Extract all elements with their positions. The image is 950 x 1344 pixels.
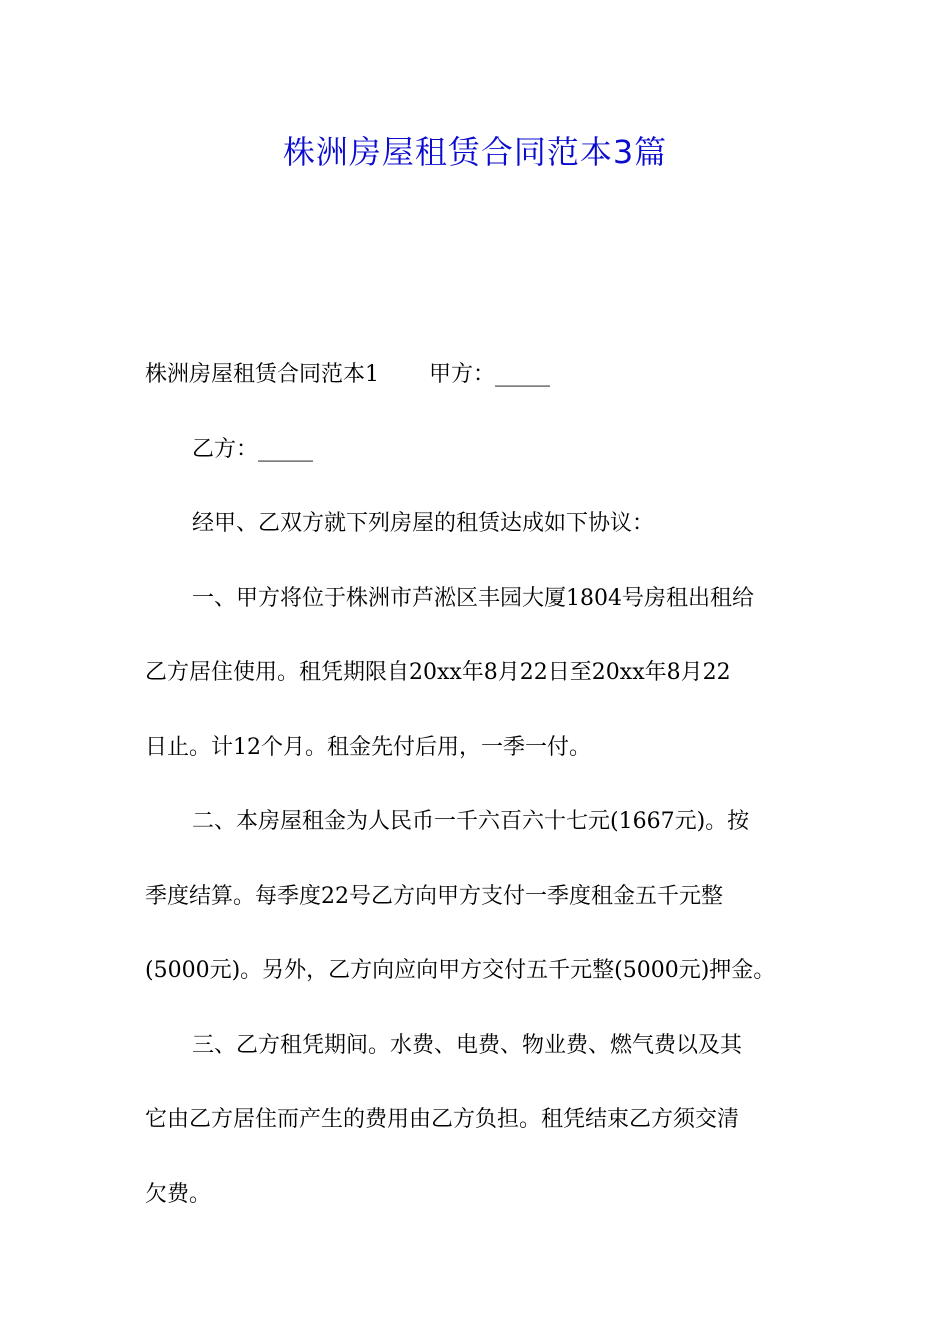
body-line-5: 乙方居住使用。租凭期限自20xx年8月22日至20xx年8月22 — [145, 660, 731, 685]
body-line-12: 欠费。 — [145, 1181, 212, 1207]
body-line-3: 经甲、乙双方就下列房屋的租赁达成如下协议： — [192, 511, 655, 536]
body-line-11: 它由乙方居住而产生的费用由乙方负担。租凭结束乙方须交清 — [145, 1107, 740, 1132]
document-title: 株洲房屋租赁合同范本3篇 — [282, 133, 668, 171]
body-line-10: 三、乙方租凭期间。水费、电费、物业费、燃气费以及其 — [192, 1032, 743, 1058]
body-line-2: 乙方：_____ — [192, 436, 314, 462]
body-line-1 — [145, 338, 817, 413]
party-a-field: 甲方：_____ — [429, 362, 551, 387]
contract-heading: 株洲房屋租赁合同范本1 — [145, 362, 379, 387]
body-line-4: 一、甲方将位于株洲市芦淞区丰园大厦1804号房租出租给 — [192, 585, 754, 611]
body-line-9: (5000元)。另外，乙方向应向甲方交付五千元整(5000元)押金。 — [145, 958, 776, 983]
body-line-6: 日止。计12个月。租金先付后用，一季一付。 — [145, 734, 591, 760]
body-line-7: 二、本房屋租金为人民币一千六百六十七元(1667元)。按 — [192, 809, 750, 834]
document-body — [145, 338, 817, 1232]
body-line-8: 季度结算。每季度22号乙方向甲方支付一季度租金五千元整 — [145, 883, 723, 909]
